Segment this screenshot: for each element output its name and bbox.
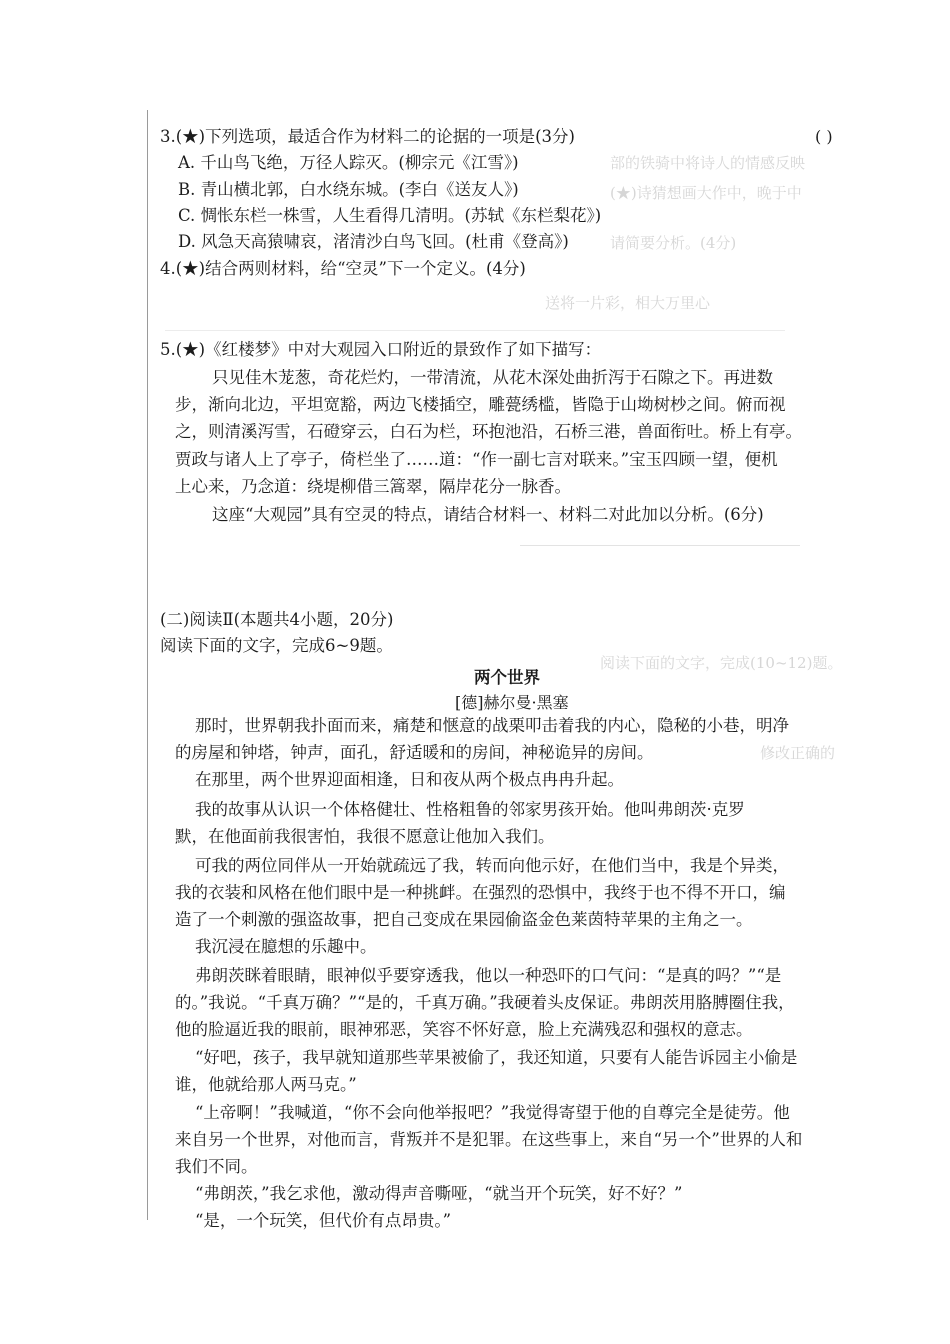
article-line: “弗朗茨，”我乞求他，激动得声音嘶哑，“就当开个玩笑，好不好？” — [195, 1184, 683, 1203]
article-line: 我的故事从认识一个体格健壮、性格粗鲁的邻家男孩开始。他叫弗朗茨·克罗 — [195, 800, 745, 819]
q5-answer-space[interactable] — [520, 545, 800, 546]
bleed-through-text: 阅读下面的文字，完成(10~12)题。 — [600, 654, 843, 672]
q5-quote-line: 之，则清溪泻雪，石磴穿云，白石为栏，环抱池沿，石桥三港，兽面衔吐。桥上有亭。 — [175, 422, 802, 441]
article-line: 弗朗茨眯着眼睛，眼神似乎要穿透我，他以一种恐吓的口气问：“是真的吗？”“是 — [195, 966, 782, 985]
bleed-through-text: 请简要分析。(4分) — [610, 234, 737, 252]
q3-stem: 3.(★)下列选项，最适合作为材料二的论据的一项是(3分) — [160, 127, 575, 146]
article-title: 两个世界 — [474, 668, 540, 687]
q5-quote-line: 贾政与诸人上了亭子，倚栏坐了……道：“作一副七言对联来。”宝玉四顾一望，便机 — [175, 450, 778, 469]
article-line: 我的衣装和风格在他们眼中是一种挑衅。在强烈的恐惧中，我终于也不得不开口，编 — [175, 883, 786, 902]
article-line: 的房屋和钟塔，钟声，面孔，舒适暖和的房间，神秘诡异的房间。 — [175, 743, 654, 762]
article-line: 可我的两位同伴从一开始就疏远了我，转而向他示好，在他们当中，我是个异类， — [195, 856, 789, 875]
article-line: “好吧，孩子，我早就知道那些苹果被偷了，我还知道，只要有人能告诉园主小偷是 — [195, 1048, 798, 1067]
bleed-through-text: 部的铁骑中将诗人的情感反映 — [610, 154, 806, 172]
section-header: (二)阅读Ⅱ(本题共4小题，20分) — [160, 610, 394, 629]
article-line: “是，一个玩笑，但代价有点昂贵。” — [195, 1211, 452, 1230]
q5-quote-line: 上心来，乃念道：绕堤柳借三篙翠，隔岸花分一脉香。 — [175, 477, 571, 496]
article-line: 的。”我说。“千真万确？”“是的，千真万确。”我硬着头皮保证。弗朗茨用胳膊圈住我， — [175, 993, 795, 1012]
article-line: 来自另一个世界，对他而言，背叛并不是犯罪。在这些事上，来自“另一个”世界的人和 — [175, 1130, 803, 1149]
q3-option-d: D. 风急天高猿啸哀，渚清沙白鸟飞回。(杜甫《登高》) — [178, 232, 569, 251]
margin-rule — [147, 110, 148, 1220]
q3-answer-blank[interactable]: ( ) — [815, 127, 833, 146]
article-line: 我们不同。 — [175, 1157, 258, 1176]
section-instruction: 阅读下面的文字，完成6~9题。 — [160, 636, 393, 655]
q3-option-a: A. 千山鸟飞绝，万径人踪灭。(柳宗元《江雪》) — [178, 153, 519, 172]
article-line: 造了一个刺激的强盗故事，把自己变成在果园偷盗金色莱茵特苹果的主角之一。 — [175, 910, 753, 929]
bleed-through-text: (★)诗猜想画大作中，晚于中 — [610, 184, 802, 202]
q5-task: 这座“大观园”具有空灵的特点，请结合材料一、材料二对此加以分析。(6分) — [212, 505, 764, 524]
q4-stem: 4.(★)结合两则材料，给“空灵”下一个定义。(4分) — [160, 259, 526, 278]
article-line: 那时，世界朝我扑面而来，痛楚和惬意的战栗叩击着我的内心，隐秘的小巷，明净 — [195, 716, 789, 735]
article-author: [德]赫尔曼·黑塞 — [455, 693, 569, 712]
bleed-through-text: 送将一片彩，相大万里心 — [545, 294, 711, 312]
article-line: 在那里，两个世界迎面相逢，日和夜从两个极点冉冉升起。 — [195, 770, 624, 789]
article-line: 我沉浸在臆想的乐趣中。 — [195, 937, 377, 956]
article-line: 默，在他面前我很害怕，我很不愿意让他加入我们。 — [175, 827, 555, 846]
q4-answer-space[interactable] — [165, 330, 785, 331]
q3-option-b: B. 青山横北郭，白水绕东城。(李白《送友人》) — [178, 180, 519, 199]
q5-stem: 5.(★)《红楼梦》中对大观园入口附近的景致作了如下描写： — [160, 340, 602, 359]
article-line: 他的脸逼近我的眼前，眼神邪恶，笑容不怀好意，脸上充满残忍和强权的意志。 — [175, 1020, 753, 1039]
q3-option-c: C. 惆怅东栏一株雪，人生看得几清明。(苏轼《东栏梨花》) — [178, 206, 602, 225]
q5-quote-line: 只见佳木茏葱，奇花烂灼，一带清流，从花木深处曲折泻于石隙之下。再进数 — [212, 368, 773, 387]
article-line: “上帝啊！”我喊道，“你不会向他举报吧？”我觉得寄望于他的自尊完全是徒劳。他 — [195, 1103, 790, 1122]
article-line: 谁，他就给那人两马克。” — [175, 1075, 357, 1094]
bleed-through-text: 修改正确的 — [760, 744, 836, 762]
q5-quote-line: 步，渐向北边，平坦宽豁，两边飞楼插空，雕甍绣槛，皆隐于山坳树杪之间。俯而视 — [175, 395, 786, 414]
